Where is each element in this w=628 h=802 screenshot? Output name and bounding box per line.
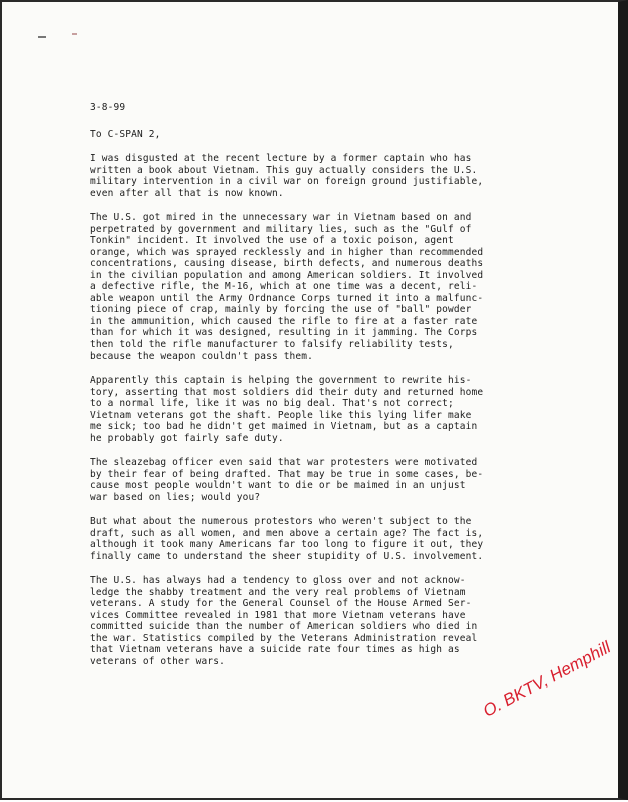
stray-mark: [72, 33, 77, 35]
stray-mark: [38, 36, 46, 38]
letter-paragraph: I was disgusted at the recent lecture by a former captain who has written a book about Vietnam. This guy actually considers the U.S. military intervention in a civil war on foreign ground justifiable, even after all that is now known.: [90, 153, 484, 199]
letter-paragraph: Apparently this captain is helping the government to rewrite his- tory, asserting that most soldiers did their duty and returned home to a normal life, like it was no big deal. That's not correct; Vietnam veterans got the shaft. People like this lying lifer make me sick; too bad he didn't get maimed in Vietnam, but as a captain he probably got fairly safe duty.: [90, 375, 484, 444]
letter-date: 3-8-99: [90, 102, 126, 113]
letter-paragraph: The sleazebag officer even said that war protesters were motivated by their fear of being drafted. That may be true in some cases, be- cause most people wouldn't want to die or be maimed in an unjust war based on lies; would you?: [90, 457, 484, 503]
letter-salutation: To C-SPAN 2,: [90, 129, 161, 140]
letter-paragraph: The U.S. has always had a tendency to gloss over and not acknow- ledge the shabby treatment and the very real problems of Vietnam veterans. A study for the General Counsel of the House Armed Ser- vices Committee revealed in 1981 that more Vietnam veterans have committed suicide than the number of American soldiers who died in the war. Statistics compiled by the Veterans Administration reveal that Vietnam veterans have a suicide rate four times as high as veterans of other wars.: [90, 575, 478, 667]
letter-body: [90, 2, 566, 802]
letter-paragraph: The U.S. got mired in the unnecessary war in Vietnam based on and perpetrated by government and military lies, such as the "Gulf of Tonkin" incident. It involved the use of a toxic poison, agent orange, which was sprayed recklessly and in higher than recommended concentrations, causing disease, birth defects, and numerous deaths in the civilian population and among American soldiers. It involved a defective rifle, the M-16, which at one time was a decent, reli- able weapon until the Army Ordnance Corps turned it into a malfunc- tioning piece of crap, mainly by forcing the use of "ball" powder in the ammunition, which caused the rifle to fire at a faster rate than for which it was designed, resulting in it jamming. The Corps then told the rifle manufacturer to falsify reliability tests, because the weapon couldn't pass them.: [90, 212, 484, 362]
letter-paragraph: But what about the numerous protestors who weren't subject to the draft, such as all women, and men above a certain age? The fact is, although it took many Americans far too long to figure it out, they finally came to understand the sheer stupidity of U.S. involvement.: [90, 516, 484, 562]
handwritten-annotation: O. BKTV, Hemphill: [480, 637, 614, 721]
